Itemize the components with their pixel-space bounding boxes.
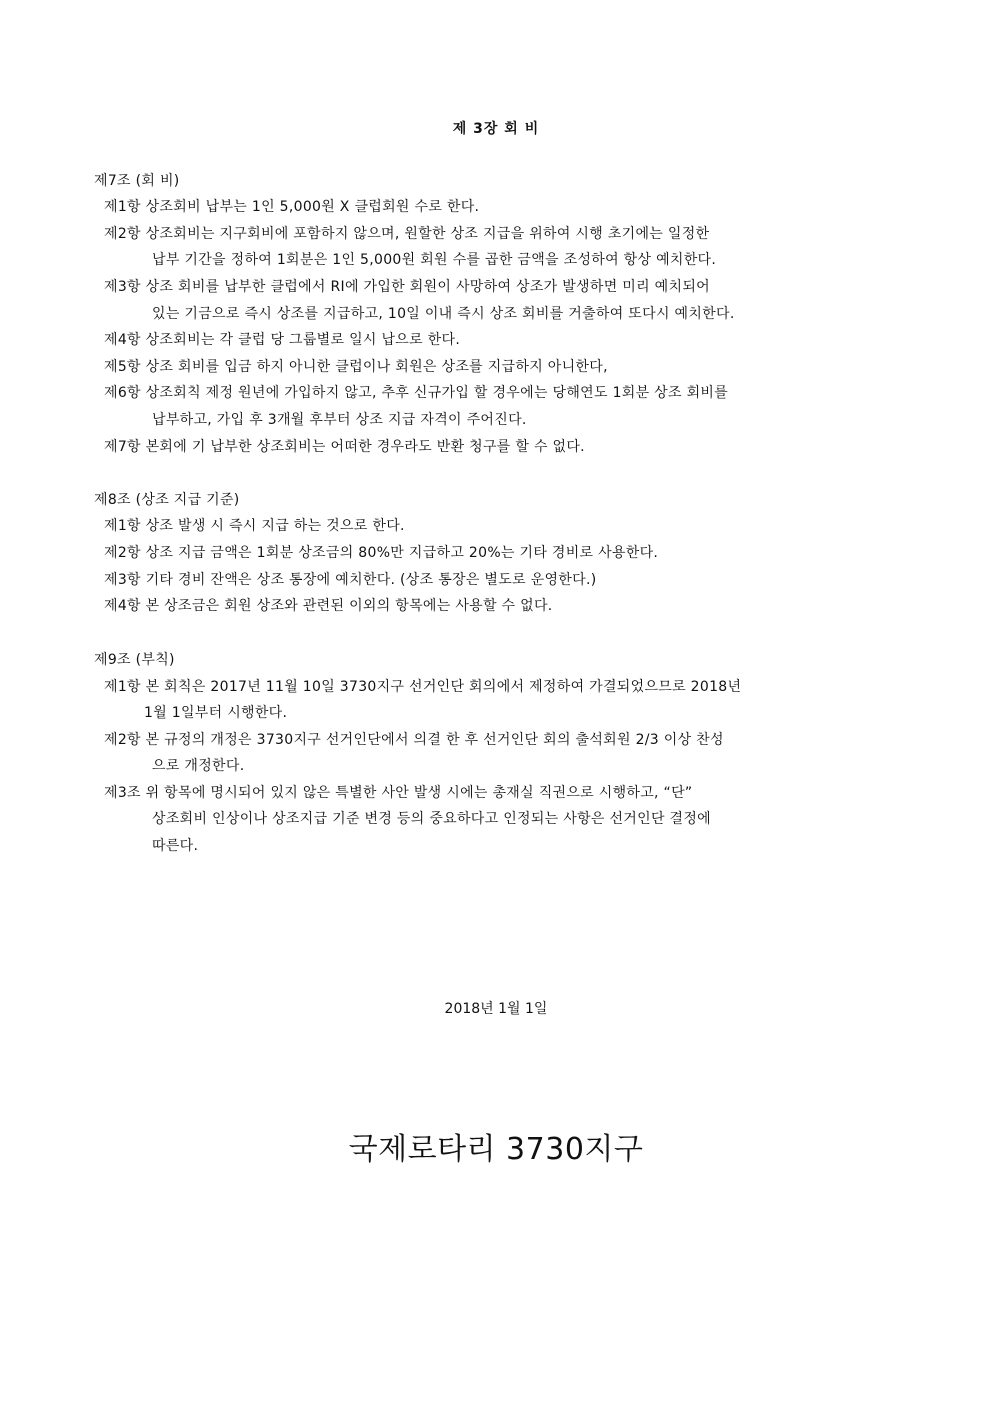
article-9-clause-2: 제2항 본 규정의 개정은 3730지구 선거인단에서 의결 한 후 선거인단 회의 출석회원 2/3 이상 찬성 <box>104 732 724 748</box>
article-7-clause-3: 제3항 상조 회비를 납부한 클럽에서 RI에 가입한 회원이 사망하여 상조가 발생하면 미리 예치되어 <box>104 279 710 295</box>
document-date: 2018년 1월 1일 <box>444 1001 548 1017</box>
article-9-clause-1-cont: 1월 1일부터 시행한다. <box>144 705 288 721</box>
article-7-clause-2: 제2항 상조회비는 지구회비에 포함하지 않으며, 원할한 상조 지급을 위하여 시행 초기에는 일정한 <box>104 226 710 242</box>
chapter-title: 제 3장 회 비 <box>452 121 540 137</box>
organization-name: 국제로타리 3730지구 <box>348 1132 644 1167</box>
article-7-clause-1: 제1항 상조회비 납부는 1인 5,000원 X 클럽회원 수로 한다. <box>104 199 480 215</box>
article-9-clause-3-cont: 상조회비 인상이나 상조지급 기준 변경 등의 중요하다고 인정되는 사항은 선거인단 결정에 <box>152 811 711 827</box>
article-8-clause-3: 제3항 기타 경비 잔액은 상조 통장에 예치한다. (상조 통장은 별도로 운영한다.) <box>104 572 597 588</box>
article-7-heading: 제7조 (회 비) <box>94 173 180 189</box>
article-9-clause-1: 제1항 본 회칙은 2017년 11월 10일 3730지구 선거인단 회의에서 제정하여 가결되었으므로 2018년 <box>104 679 742 695</box>
article-8-clause-1: 제1항 상조 발생 시 즉시 지급 하는 것으로 한다. <box>104 518 405 534</box>
article-7-clause-7: 제7항 본회에 기 납부한 상조회비는 어떠한 경우라도 반환 청구를 할 수 없다. <box>104 439 585 455</box>
article-7-clause-3-cont: 있는 기금으로 즉시 상조를 지급하고, 10일 이내 즉시 상조 회비를 거출하여 또다시 예치한다. <box>152 306 735 322</box>
article-8-clause-2: 제2항 상조 지급 금액은 1회분 상조금의 80%만 지급하고 20%는 기타 경비로 사용한다. <box>104 545 659 561</box>
article-7-clause-5: 제5항 상조 회비를 입금 하지 아니한 클럽이나 회원은 상조를 지급하지 아니한다, <box>104 359 608 375</box>
article-8-clause-4: 제4항 본 상조금은 회원 상조와 관련된 이외의 항목에는 사용할 수 없다. <box>104 598 553 614</box>
article-9-clause-3-cont-2: 따른다. <box>152 838 199 854</box>
article-9-clause-2-cont: 으로 개정한다. <box>152 758 245 774</box>
article-7-clause-4: 제4항 상조회비는 각 클럽 당 그룹별로 일시 납으로 한다. <box>104 332 461 348</box>
article-7-clause-6-cont: 납부하고, 가입 후 3개월 후부터 상조 지급 자격이 주어진다. <box>152 412 527 428</box>
article-8-heading: 제8조 (상조 지급 기준) <box>94 492 240 508</box>
article-7-clause-6: 제6항 상조회칙 제정 원년에 가입하지 않고, 추후 신규가입 할 경우에는 당해연도 1회분 상조 회비를 <box>104 385 729 401</box>
article-9-heading: 제9조 (부칙) <box>94 652 175 668</box>
article-9-clause-3: 제3조 위 항목에 명시되어 있지 않은 특별한 사안 발생 시에는 총재실 직권으로 시행하고, “단” <box>104 785 693 801</box>
article-7-clause-2-cont: 납부 기간을 정하여 1회분은 1인 5,000원 회원 수를 곱한 금액을 조성하여 항상 예치한다. <box>152 252 717 268</box>
